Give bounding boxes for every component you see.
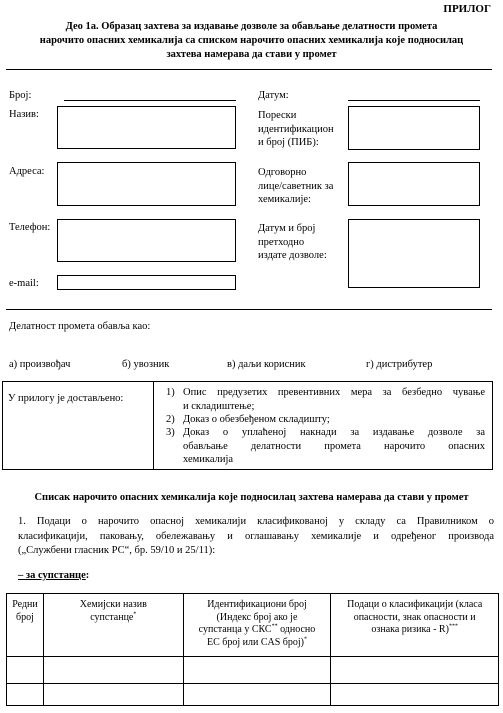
table-row[interactable] <box>7 684 499 706</box>
list-section-paragraph: 1. Подаци о нарочито опасној хемикалији класификованој у складу са Правилником о класификацији, паковању, обележавању и оглашавању хемикалије и одређеног производа („Службени гласник РС“, бр. 59/10 и 25/11): <box>18 516 494 556</box>
name-label: Назив: <box>9 109 39 120</box>
attachments-label: У прилогу је достављено: <box>8 393 124 404</box>
divider-middle <box>6 309 492 310</box>
responsible-person-field[interactable] <box>348 162 480 206</box>
attachment-item-2: 2) Доказ о обезбеђеном складишту; <box>166 414 330 425</box>
pib-field[interactable] <box>348 106 480 150</box>
pib-label: Порески идентификацион и број (ПИБ): <box>258 110 334 148</box>
date-field[interactable] <box>348 100 480 101</box>
header-classification: Подаци о класификацији (класа опасности, знак опасности и ознака ризика - R)*** <box>331 594 499 657</box>
option-downstream-user[interactable]: в) даљи корисник <box>227 359 306 370</box>
table-row[interactable] <box>7 657 499 684</box>
responsible-person-label: Одговорно лице/саветник за хемикалије: <box>258 167 334 205</box>
header-ordinal: Редни број <box>7 594 44 657</box>
phone-label: Телефон: <box>9 222 51 233</box>
header-identification-number: Идентификациони број (Индекс број ако је супстанца у СКС** односно ЕС број или CAS број)* <box>183 594 331 657</box>
number-label: Број: <box>9 90 32 101</box>
option-importer[interactable]: б) увозник <box>122 359 170 370</box>
date-label: Датум: <box>258 90 289 101</box>
list-section-title: Списак нарочито опасних хемикалија које подносилац захтева намерава да стави у промет <box>34 492 469 503</box>
option-distributor[interactable]: г) дистрибутер <box>366 359 433 370</box>
attachments-divider <box>153 381 154 470</box>
previous-permit-label: Датум и број претходно издате дозволе: <box>258 223 327 261</box>
address-field[interactable] <box>57 162 236 206</box>
table-header-row <box>7 594 499 657</box>
attachment-item-1: 1) Опис предузетих превентивних мера за безбедно чување и складиштење; <box>166 387 485 412</box>
number-field[interactable] <box>64 100 236 101</box>
email-field[interactable] <box>57 275 236 290</box>
divider-top <box>6 69 492 70</box>
form-title-line-2: нарочито опасних хемикалија са списком нарочито опасних хемикалија које подносилац <box>39 35 464 46</box>
email-label: e-mail: <box>9 278 39 289</box>
activity-label: Делатност промета обавља као: <box>9 321 151 332</box>
substances-table <box>6 593 499 706</box>
attachment-item-3: 3) Доказ о уплаћеној накнади за издавање дозволе за обављање делатности промета нарочито опасних хемикалија <box>166 427 485 465</box>
form-title-line-3: захтева намерава да стави у промет <box>166 49 337 60</box>
annex-label: ПРИЛОГ <box>443 3 491 15</box>
option-producer[interactable]: а) произвођач <box>9 359 71 370</box>
previous-permit-field[interactable] <box>348 219 480 288</box>
form-title-line-1: Део 1а. Образац захтева за издавање дозволе за обављање делатности промета <box>65 21 438 32</box>
substances-subheading: – за супстанце: <box>18 570 90 581</box>
header-chemical-name: Хемијски назив супстанце* <box>43 594 183 657</box>
address-label: Адреса: <box>9 166 45 177</box>
name-field[interactable] <box>57 106 236 149</box>
phone-field[interactable] <box>57 219 236 262</box>
